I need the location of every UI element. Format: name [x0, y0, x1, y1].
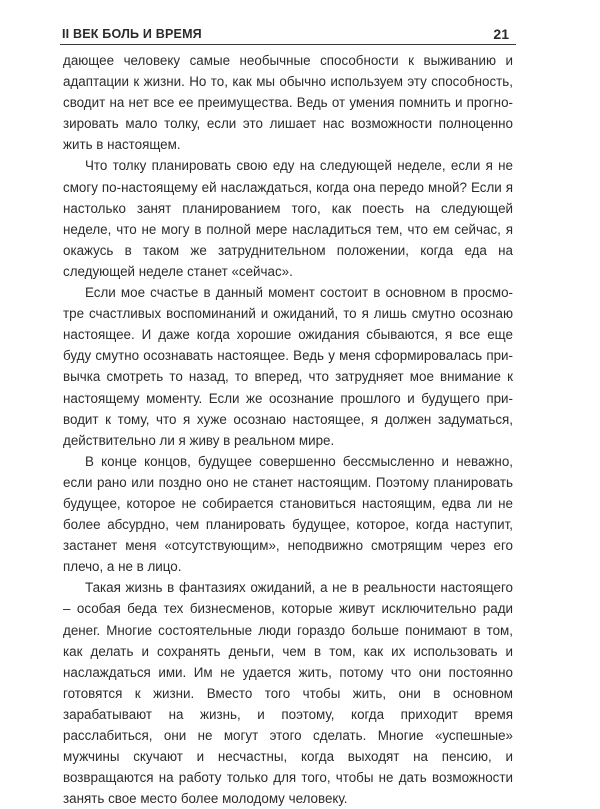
header-rule: [60, 44, 516, 45]
paragraph-5: Такая жизнь в фантазиях ожиданий, а не в реальности настоящего – особая беда тех бизнесменов, которые живут исключительно ради денег. Многие состоятельные люди гораздо больше понимают в том, как делать и сохранять деньги, чем в том, как их использовать и наслаждаться ими. Им не удается жить, потому что они постоянно готовятся к жизни. Вместо того чтобы жить, они в основном зарабатывают на жизнь, и поэтому, когда приходит время расслабиться, они не могут этого сделать. Многие «успешные» мужчины скучают и несчастны, когда выходят на пенсию, и возвращаются на работу только для того, чтобы не дать возможности занять свое место более молодому человеку.: [63, 580, 513, 807]
page-number: 21: [493, 26, 509, 42]
running-title: II ВЕК БОЛЬ И ВРЕМЯ: [62, 27, 202, 41]
paragraph-2: Что толку планировать свою еду на следующей неделе, если я не смогу по-настоящему ей наслаждаться, когда она передо мной? Если я настолько занят планированием того, как поесть на следующей неделе, что не могу в полной мере насладиться тем, что ем сейчас, я окажусь в таком же затруднительном положении, когда еда на следующей неделе станет «сейчас».: [63, 158, 513, 279]
paragraph-1: дающее человеку самые необычные способности к выживанию и адаптации к жизни. Но то, как мы обычно используем эту способность, сводит на нет все ее преимущества. Ведь от умения помнить и прогнозировать мало толку, если это лишает нас возможности полноценно жить в настоящем.: [63, 53, 513, 153]
paragraph-4: В конце концов, будущее совершенно бессмысленно и неважно, если рано или поздно оно не станет настоящим. Поэтому планировать будущее, которое не собирается становиться настоящим, едва ли не более абсурдно, чем планировать будущее, которое, когда наступит, застанет меня «отсутствующим», неподвижно смотрящим через его плечо, а не в лицо.: [63, 453, 513, 575]
paragraph-3: Если мое счастье в данный момент состоит в основном в просмотре счастливых воспоминаний и ожиданий, то я лишь смутно осознаю настоящее. И даже когда хорошие ожидания сбываются, я все еще буду смутно осознавать настоящее. Ведь у меня сформировалась привычка смотреть то назад, то вперед, что затрудняет мое внимание к настоящему моменту. Если же осознание прошлого и будущего приводит к тому, что я хуже осознаю настоящее, я должен задуматься, действительно ли я живу в реальном мире.: [63, 285, 513, 448]
body-text: [63, 50, 513, 809]
